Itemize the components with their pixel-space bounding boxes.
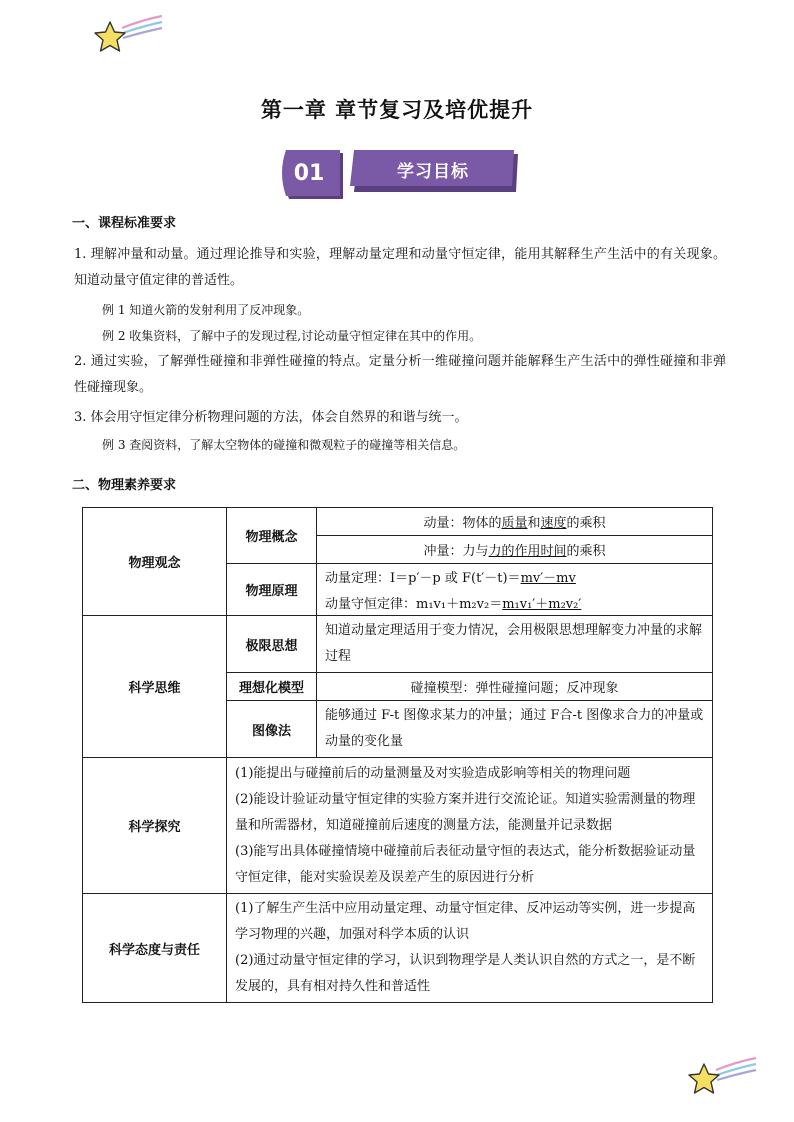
badge-label: 学习目标 (397, 161, 469, 182)
inquiry-text (227, 758, 713, 894)
subcategory-model: 理想化模型 (227, 673, 317, 701)
star-decoration-icon (92, 14, 164, 60)
category-physics-concept: 物理观念 (83, 508, 227, 616)
limit-text: 知道动量定理适用于变力情况，会用极限思想理解变力冲量的求解过程 (317, 616, 713, 673)
badge-number: 01 (293, 160, 325, 186)
example-item: 例 1 知道火箭的发射利用了反冲现象。 (102, 303, 310, 317)
example-item: 例 3 查阅资料，了解太空物体的碰撞和微观粒子的碰撞等相关信息。 (102, 438, 466, 452)
attitude-item: (2)通过动量守恒定律的学习，认识到物理学是人类认识自然的方式之一，是不断发展的，具有相对持久性和普适性 (235, 953, 696, 994)
subcategory-graph: 图像法 (227, 701, 317, 758)
section-heading-curriculum: 一、课程标准要求 (72, 216, 177, 231)
star-decoration-icon (686, 1056, 758, 1102)
literacy-table (82, 507, 713, 1003)
section-badge (276, 144, 520, 202)
momentum-theorem: 动量定理：I＝p′－p 或 F(t′－t)＝mv′－mv (317, 564, 713, 590)
attitude-item: (1)了解生产生活中应用动量定理、动量守恒定律、反冲运动等实例，进一步提高学习物理的兴趣，加强对科学本质的认识 (235, 901, 696, 942)
inquiry-item: (1)能提出与碰撞前后的动量测量及对实验造成影响等相关的物理问题 (235, 765, 631, 781)
subcategory-limit: 极限思想 (227, 616, 317, 673)
category-attitude: 科学态度与责任 (83, 894, 227, 1003)
section-heading-literacy: 二、物理素养要求 (72, 478, 177, 493)
subcategory-principle: 物理原理 (227, 564, 317, 616)
example-item: 例 2 收集资料，了解中子的发现过程,讨论动量守恒定律在其中的作用。 (102, 329, 482, 343)
category-inquiry: 科学探究 (83, 758, 227, 894)
requirement-item: 2. 通过实验，了解弹性碰撞和非弹性碰撞的特点。定量分析一维碰撞问题并能解释生产生活中的弹性碰撞和非弹性碰撞现象。 (74, 354, 726, 395)
page-title: 第一章 章节复习及培优提升 (260, 98, 534, 122)
category-scientific-thinking: 科学思维 (83, 616, 227, 758)
inquiry-item: (3)能写出具体碰撞情境中碰撞前后表征动量守恒的表达式，能分析数据验证动量守恒定律，能对实验误差及误差产生的原因进行分析 (235, 843, 696, 885)
impulse-definition: 冲量：力与力的作用时间的乘积 (317, 536, 713, 564)
subcategory-concept: 物理概念 (227, 508, 317, 564)
conservation-law: 动量守恒定律：m₁v₁＋m₂v₂＝m₁v₁′＋m₂v₂′ (317, 590, 713, 616)
attitude-text (227, 894, 713, 1003)
inquiry-item: (2)能设计验证动量守恒定律的实验方案并进行交流论证。知道实验需测量的物理量和所需器材，知道碰撞前后速度的测量方法，能测量并记录数据 (235, 791, 696, 833)
requirement-item: 1. 理解冲量和动量。通过理论推导和实验，理解动量定理和动量守恒定律，能用其解释生产生活中的有关现象。知道动量守值定律的普适性。 (74, 247, 726, 288)
momentum-definition: 动量：物体的质量和速度的乘积 (317, 508, 713, 536)
model-text: 碰撞模型：弹性碰撞问题；反冲现象 (317, 673, 713, 701)
graph-text: 能够通过 F-t 图像求某力的冲量；通过 F合-t 图像求合力的冲量或动量的变化量 (317, 701, 713, 758)
requirement-item: 3. 体会用守恒定律分析物理问题的方法，体会自然界的和谐与统一。 (74, 410, 468, 425)
